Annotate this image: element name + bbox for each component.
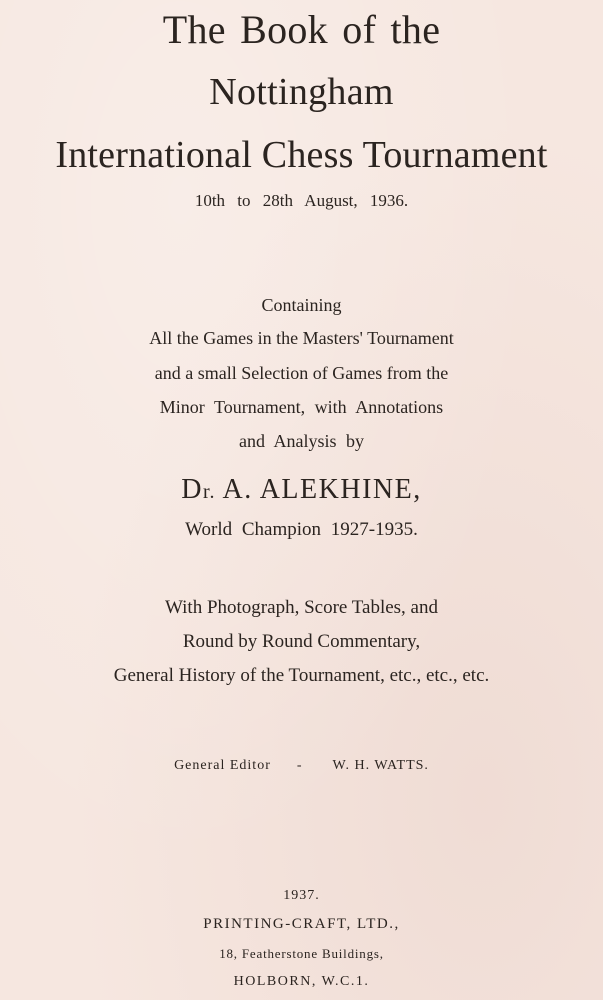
title-line-3: International Chess Tournament xyxy=(55,134,548,176)
contents-line-4: Minor Tournament, with Annotations xyxy=(159,397,444,417)
contents-line-1: Containing xyxy=(261,295,342,315)
author-title: World Champion 1927-1935. xyxy=(185,519,418,540)
author-prefix-initial: D xyxy=(181,474,203,505)
contents-line-5: and Analysis by xyxy=(239,431,364,451)
title-line-2: Nottingham xyxy=(209,71,394,113)
publication-year: 1937. xyxy=(283,888,320,903)
editor-label: General Editor xyxy=(174,758,271,773)
editor-name: W. H. WATTS. xyxy=(332,758,429,773)
extras-line-1: With Photograph, Score Tables, and xyxy=(164,597,438,618)
editor-dash: - xyxy=(296,758,303,773)
contents-line-3: and a small Selection of Games from the xyxy=(154,363,449,383)
author-main-name: A. ALEKHINE, xyxy=(222,474,422,505)
contents-line-2: All the Games in the Masters' Tournament xyxy=(149,328,454,348)
publisher-name: PRINTING-CRAFT, LTD., xyxy=(203,916,400,932)
publisher-city: HOLBORN, W.C.1. xyxy=(233,974,370,989)
title-line-1: The Book of the xyxy=(162,7,441,52)
author-prefix-rest: r. xyxy=(203,481,216,503)
extras-line-2: Round by Round Commentary, xyxy=(182,631,421,652)
publisher-address: 18, Featherstone Buildings, xyxy=(219,946,384,961)
tournament-dates: 10th to 28th August, 1936. xyxy=(194,191,409,210)
general-editor xyxy=(0,759,603,773)
extras-line-3: General History of the Tournament, etc., etc., etc. xyxy=(113,665,490,686)
author-name xyxy=(0,476,603,504)
